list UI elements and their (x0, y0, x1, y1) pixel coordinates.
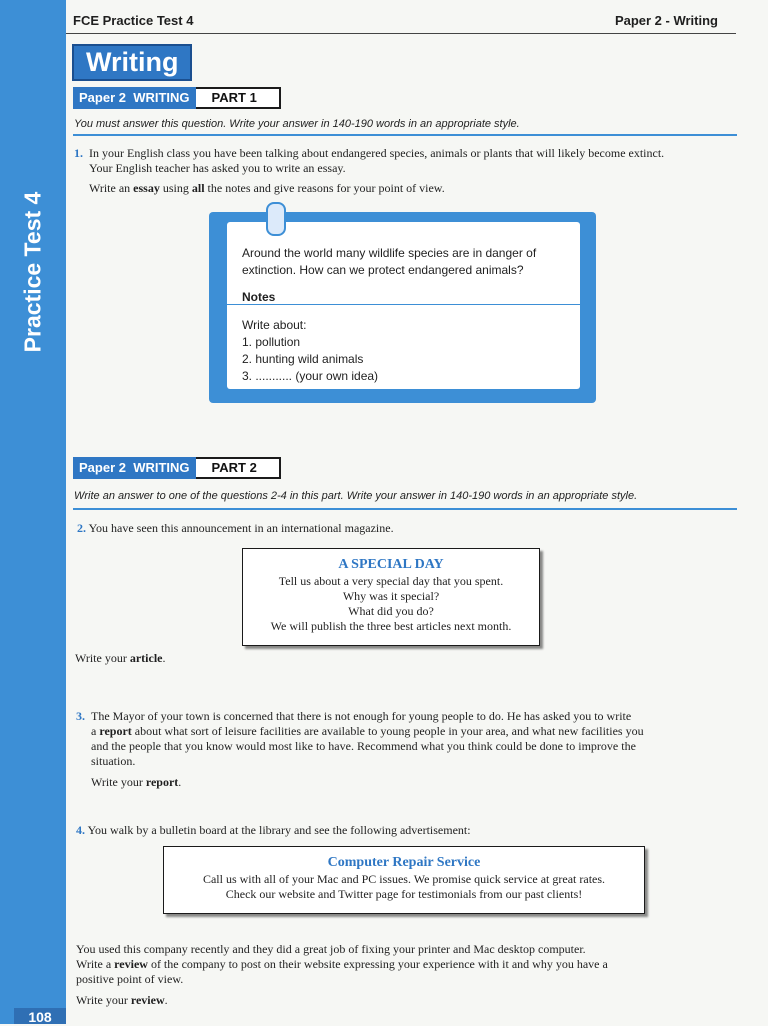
part1-tab-paper: Paper 2 WRITING (73, 87, 196, 109)
question-1-number: 1. (74, 146, 83, 160)
advertisement-title: Computer Repair Service (327, 855, 481, 870)
part1-rule (73, 134, 737, 136)
question-3-write-instruction: Write your report. (91, 775, 182, 789)
question-2-write-instruction: Write your article. (75, 651, 166, 665)
part1-tab-part: PART 1 (196, 87, 281, 109)
question-4-number: 4. (76, 823, 85, 837)
notes-list: Write about: 1. pollution 2. hunting wild animals 3. ........... (your own idea) (242, 318, 379, 383)
part1-instruction: You must answer this question. Write your answer in 140-190 words in an appropriate style. (74, 118, 520, 130)
part2-rule (73, 508, 737, 510)
question-3: 3. The Mayor of your town is concerned that there is not enough for young people to do. He has asked you to write a report about what sort of leisure facilities are available to young people in your area, and what new facilities you and the people that you know would most like to have. Recommend what you think could be done to improve the situation. Write your report. (76, 709, 644, 789)
notes-item-1: 1. pollution (242, 335, 301, 349)
sidebar (0, 0, 66, 1024)
question-2-text: You have seen this announcement in an international magazine. (88, 521, 394, 535)
announcement-box: A SPECIAL DAY Tell us about a very special day that you spent. Why was it special? What did you do? We will publish the three best articles next month. (242, 548, 540, 646)
part2-tab-paper: Paper 2 WRITING (73, 457, 196, 479)
header-rule (66, 33, 736, 34)
paperclip-icon (266, 202, 286, 236)
notes-item-3: 3. ........... (your own idea) (242, 369, 379, 383)
notes-label: Notes (242, 290, 276, 304)
question-1-text-line2: Your English teacher has asked you to write an essay. (89, 161, 346, 175)
question-1-text-line1: In your English class you have been talking about endangered species, animals or plants that will likely become extinct. (89, 146, 665, 160)
question-4-write-instruction: Write your review. (76, 993, 168, 1007)
advertisement-box: Computer Repair Service Call us with all of your Mac and PC issues. We promise quick service at great rates. Check our website and Twitter page for testimonials from our past clients! (163, 846, 645, 914)
announcement-title: A SPECIAL DAY (338, 557, 444, 572)
part2-tab-part: PART 2 (196, 457, 281, 479)
question-4 (76, 823, 471, 838)
question-4-body: You used this company recently and they did a great job of fixing your printer and Mac desktop computer. Write a review of the company to post on their website expressing your experience with it and why you have a positive point of view. Write your review. (76, 942, 746, 1008)
question-2 (77, 521, 394, 536)
notes-item-2: 2. hunting wild animals (242, 352, 364, 366)
question-1-write-instruction: Write an essay using all the notes and give reasons for your point of view. (89, 181, 445, 195)
question-2-number: 2. (77, 521, 86, 535)
notes-prompt: Around the world many wildlife species are in danger of extinction. How can we protect endangered animals? (242, 246, 537, 277)
page-title: Writing (72, 44, 192, 81)
question-3-number: 3. (76, 709, 85, 723)
page-number: 108 (14, 1008, 66, 1024)
part1-tab (73, 87, 281, 109)
sidebar-title: Practice Test 4 (19, 191, 46, 353)
question-4-text: You walk by a bulletin board at the library and see the following advertisement: (87, 823, 471, 837)
notes-divider (227, 304, 580, 305)
header-test-title: FCE Practice Test 4 (73, 13, 194, 28)
part2-tab (73, 457, 281, 479)
header-paper-title: Paper 2 - Writing (614, 13, 718, 28)
question-1 (74, 146, 739, 196)
part2-instruction: Write an answer to one of the questions 2-4 in this part. Write your answer in 140-190 words in an appropriate style. (74, 490, 638, 502)
